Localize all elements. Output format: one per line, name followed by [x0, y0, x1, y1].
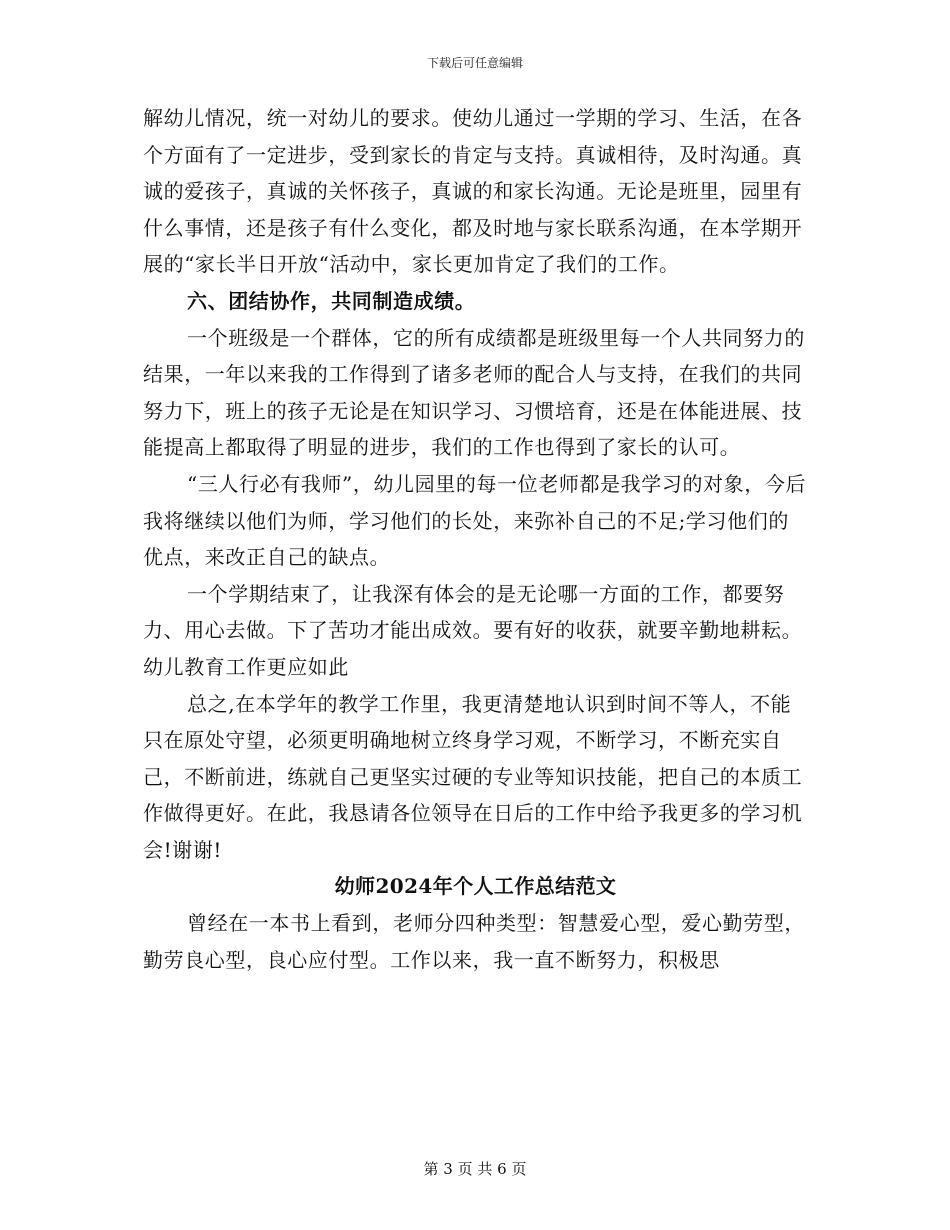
document-body [143, 100, 808, 978]
page-number: 第 3 页 共 6 页 [423, 1160, 527, 1178]
paragraph-teamwork: 一个班级是一个群体，它的所有成绩都是班级里每一个人共同努力的结果，一年以来我的工作得到了诸多老师的配合人与支持，在我们的共同努力下，班上的孩子无论是在知识学习、习惯培育，还是在体能进展、技能提高上都取得了明显的进步，我们的工作也得到了家长的认可。 [143, 325, 805, 460]
paragraph-semester-reflection: 一个学期结束了，让我深有体会的是无论哪一方面的工作，都要努力、用心去做。下了苦功才能出成效。要有好的收获，就要辛勤地耕耘。幼儿教育工作更应如此 [143, 581, 803, 679]
section-heading-teamwork: 六、团结协作，共同制造成绩。 [187, 288, 476, 313]
page-header-note: 下载后可任意编辑 [426, 56, 523, 70]
document-title: 幼师2024年个人工作总结范文 [334, 874, 617, 899]
paragraph-conclusion: 总之,在本学年的教学工作里，我更清楚地认识到时间不等人，不能只在原处守望，必须更明确地树立终身学习观，不断学习，不断充实自己，不断前进，练就自己更坚实过硬的专业等知识技能，把自己的本质工作做得更好。在此，我恳请各位领导在日后的工作中给予我更多的学习机会!谢谢! [143, 691, 803, 862]
paragraph-learning-from-teachers: “三人行必有我师”，幼儿园里的每一位老师都是我学习的对象，今后我将继续以他们为师，学习他们的长处，来弥补自己的不足;学习他们的优点，来改正自己的缺点。 [143, 471, 807, 570]
paragraph-parent-communication: 解幼儿情况，统一对幼儿的要求。使幼儿通过一学期的学习、生活，在各个方面有了一定进步，受到家长的肯定与支持。真诚相待，及时沟通。真诚的爱孩子，真诚的关怀孩子，真诚的和家长沟通。无论是班里，园里有什么事情，还是孩子有什么变化，都及时地与家长联系沟通，在本学期开展的“家长半日开放“活动中，家长更加肯定了我们的工作。 [143, 106, 803, 277]
paragraph-teacher-types: 曾经在一本书上看到，老师分四种类型：智慧爱心型，爱心勤劳型，勤劳良心型，良心应付型。工作以来，我一直不断努力，积极思 [143, 911, 805, 972]
